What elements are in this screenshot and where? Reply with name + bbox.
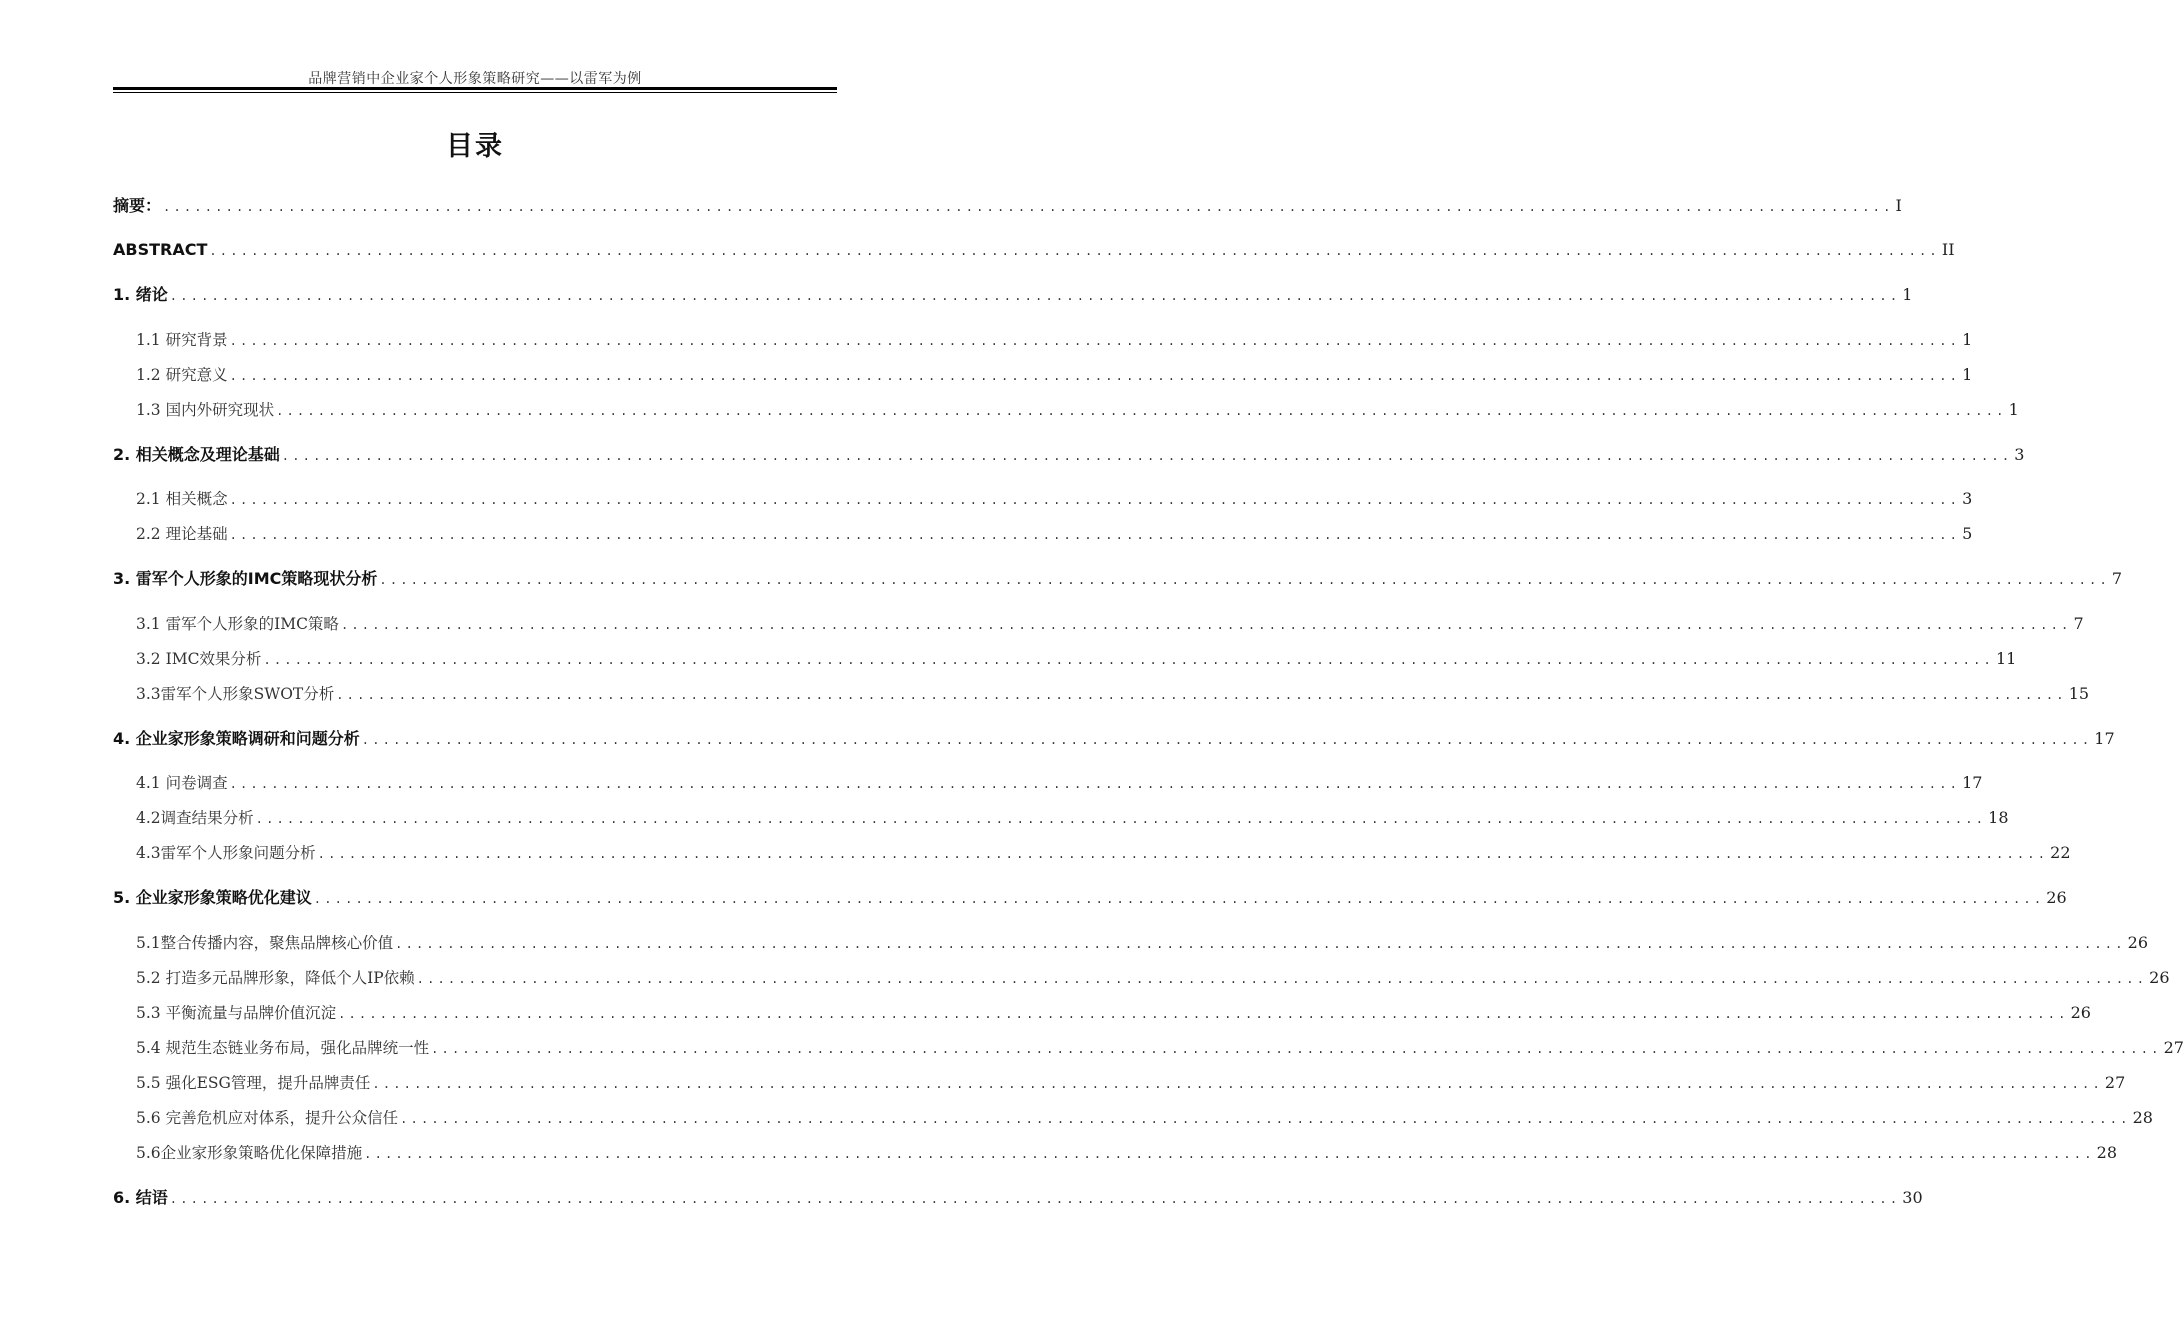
toc-entry-label: 5.5 强化ESG管理，提升品牌责任 — [136, 1074, 371, 1092]
toc-dot-leader: ...................................................................................................................................................................... — [340, 618, 2072, 632]
toc-page-number: II — [1941, 240, 1955, 259]
toc-page-number: 27 — [2104, 1073, 2126, 1092]
toc-dot-leader: ...................................................................................................................................................................... — [169, 1192, 1901, 1206]
toc-entry[interactable] — [136, 1105, 2153, 1131]
toc-entry-label: 4. 企业家形象策略调研和问题分析 — [113, 729, 360, 748]
toc-entry[interactable] — [113, 193, 1902, 219]
header-rule-thin — [113, 92, 837, 93]
toc-entry[interactable] — [136, 1035, 2184, 1061]
toc-entry-label: 5.6企业家形象策略优化保障措施 — [136, 1144, 363, 1162]
toc-entry[interactable] — [136, 646, 2017, 672]
toc-entry[interactable] — [136, 611, 2084, 637]
toc-dot-leader: ...................................................................................................................................................................... — [229, 369, 1961, 383]
toc-page-number: 18 — [1988, 808, 2009, 827]
toc-page-number: 3 — [2014, 445, 2025, 464]
toc-dot-leader: ...................................................................................................................................................................... — [209, 244, 1940, 258]
toc-page-number: 11 — [1995, 649, 2017, 668]
toc-page-number: 30 — [1902, 1188, 1923, 1207]
toc-page-number: I — [1895, 196, 1902, 215]
toc-dot-leader: ...................................................................................................................................................................... — [338, 1007, 2069, 1021]
toc-dot-leader: ...................................................................................................................................................................... — [263, 653, 1994, 667]
toc-entry-label: 1.1 研究背景 — [136, 331, 228, 349]
toc-page-number: 28 — [2096, 1143, 2118, 1162]
toc-dot-leader: ...................................................................................................................................................................... — [364, 1147, 2095, 1161]
toc-entry[interactable] — [113, 885, 2067, 911]
toc-entry-label: 1. 绪论 — [113, 285, 168, 304]
toc-entry[interactable] — [136, 397, 2019, 423]
toc-page-number: 26 — [2070, 1003, 2091, 1022]
toc-page-number: 1 — [1902, 285, 1913, 304]
toc-entry[interactable] — [113, 1185, 1923, 1211]
toc-entry-label: 4.3雷军个人形象问题分析 — [136, 844, 316, 862]
toc-entry[interactable] — [136, 327, 1973, 353]
toc-entry-label: 3.2 IMC效果分析 — [136, 650, 262, 668]
toc-entry[interactable] — [113, 566, 2123, 592]
toc-title: 目录 — [446, 131, 504, 162]
toc-entry-label: 4.2调查结果分析 — [136, 809, 254, 827]
toc-page-number: 22 — [2050, 843, 2071, 862]
toc-entry-label: 3. 雷军个人形象的IMC策略现状分析 — [113, 569, 378, 588]
toc-entry-label: 5.1整合传播内容，聚焦品牌核心价值 — [136, 934, 394, 952]
toc-dot-leader: ...................................................................................................................................................................... — [395, 937, 2126, 951]
toc-dot-leader: ...................................................................................................................................................................... — [169, 289, 1901, 303]
toc-dot-leader: ...................................................................................................................................................................... — [163, 200, 1894, 214]
toc-dot-leader: ...................................................................................................................................................................... — [229, 493, 1961, 507]
toc-entry[interactable] — [136, 770, 1983, 796]
toc-entry-label: 4.1 问卷调查 — [136, 774, 228, 792]
toc-page-number: 17 — [1962, 773, 1983, 792]
toc-entry[interactable] — [136, 521, 1973, 547]
toc-entry-label: 5.4 规范生态链业务布局，强化品牌统一性 — [136, 1039, 430, 1057]
toc-page-number: 27 — [2163, 1038, 2184, 1057]
toc-entry[interactable] — [113, 726, 2115, 752]
header-rule — [113, 87, 837, 90]
toc-entry[interactable] — [113, 237, 1955, 263]
toc-dot-leader: ...................................................................................................................................................................... — [416, 972, 2148, 986]
toc-dot-leader: ...................................................................................................................................................................... — [255, 812, 1987, 826]
toc-entry[interactable] — [136, 930, 2149, 956]
toc-entry-label: 6. 结语 — [113, 1188, 168, 1207]
toc-entry-label: 5.6 完善危机应对体系，提升公众信任 — [136, 1109, 399, 1127]
toc-entry[interactable] — [113, 282, 1913, 308]
toc-entry-label: 3.3雷军个人形象SWOT分析 — [136, 685, 335, 703]
toc-entry-label: 1.2 研究意义 — [136, 366, 228, 384]
toc-entry-label: 2.2 理论基础 — [136, 525, 228, 543]
toc-dot-leader: ...................................................................................................................................................................... — [379, 573, 2110, 587]
toc-entry-label: ABSTRACT — [113, 240, 208, 259]
toc-dot-leader: ...................................................................................................................................................................... — [431, 1042, 2162, 1056]
toc-entry-label: 1.3 国内外研究现状 — [136, 401, 275, 419]
toc-dot-leader: ...................................................................................................................................................................... — [229, 334, 1961, 348]
toc-dot-leader: ...................................................................................................................................................................... — [336, 688, 2067, 702]
toc-page-number: 26 — [2149, 968, 2170, 987]
toc-dot-leader: ...................................................................................................................................................................... — [317, 847, 2049, 861]
toc-entry[interactable] — [136, 840, 2071, 866]
toc-page-number: 26 — [2127, 933, 2149, 952]
toc-dot-leader: ...................................................................................................................................................................... — [229, 528, 1961, 542]
toc-page-number: 26 — [2046, 888, 2067, 907]
toc-page-number: 1 — [2008, 400, 2019, 419]
toc-entry[interactable] — [136, 1000, 2091, 1026]
toc-dot-leader: ...................................................................................................................................................................... — [281, 449, 2013, 463]
toc-page-number: 7 — [2073, 614, 2084, 633]
toc-entry[interactable] — [136, 965, 2170, 991]
toc-dot-leader: ...................................................................................................................................................................... — [361, 733, 2093, 747]
toc-entry[interactable] — [136, 681, 2090, 707]
toc-entry[interactable] — [136, 1140, 2118, 1166]
toc-dot-leader: ...................................................................................................................................................................... — [229, 777, 1961, 791]
toc-entry-label: 3.1 雷军个人形象的IMC策略 — [136, 615, 339, 633]
toc-dot-leader: ...................................................................................................................................................................... — [400, 1112, 2131, 1126]
toc-page-number: 7 — [2111, 569, 2123, 588]
toc-page-number: 17 — [2094, 729, 2115, 748]
toc-page-number: 1 — [1962, 365, 1973, 384]
toc-entry[interactable] — [136, 1070, 2126, 1096]
toc-page-number: 1 — [1962, 330, 1973, 349]
toc-page-number: 3 — [1962, 489, 1973, 508]
toc-entry[interactable] — [136, 362, 1973, 388]
toc-page-number: 5 — [1962, 524, 1973, 543]
toc-entry-label: 5.3 平衡流量与品牌价值沉淀 — [136, 1004, 337, 1022]
toc-entry-label: 2.1 相关概念 — [136, 490, 228, 508]
toc-entry[interactable] — [136, 486, 1973, 512]
toc-dot-leader: ...................................................................................................................................................................... — [313, 892, 2045, 906]
toc-page-number: 15 — [2068, 684, 2090, 703]
toc-entry-label: 2. 相关概念及理论基础 — [113, 445, 280, 464]
toc-dot-leader: ...................................................................................................................................................................... — [372, 1077, 2103, 1091]
toc-entry[interactable] — [136, 805, 2009, 831]
toc-entry-label: 摘要： — [113, 196, 162, 215]
toc-dot-leader: ...................................................................................................................................................................... — [276, 404, 2007, 418]
toc-entry-label: 5. 企业家形象策略优化建议 — [113, 888, 312, 907]
toc-page-number: 28 — [2132, 1108, 2153, 1127]
toc-entry[interactable] — [113, 442, 2025, 468]
running-header: 品牌营销中企业家个人形象策略研究——以雷军为例 — [308, 71, 642, 87]
toc-entry-label: 5.2 打造多元品牌形象，降低个人IP依赖 — [136, 969, 415, 987]
